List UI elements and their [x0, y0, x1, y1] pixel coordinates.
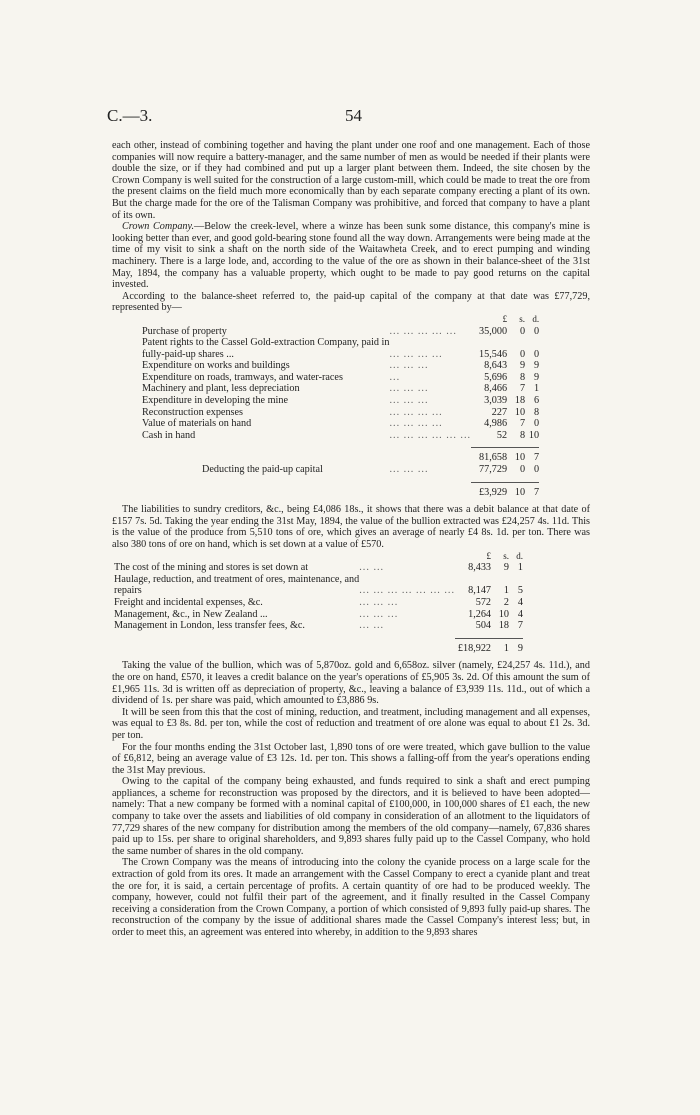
- leader-dots: [389, 337, 471, 349]
- leader-dots: ... ... ... ...: [389, 348, 443, 360]
- table-row: [142, 372, 539, 384]
- pounds-value: 5,696: [484, 371, 508, 383]
- row-label: Haulage, reduction, and treatment of ores, maintenance, and: [114, 573, 360, 585]
- paragraph: According to the balance-sheet referred to, the paid-up capital of the company at that date was £77,729, represented by—: [112, 290, 590, 314]
- table-row: [142, 430, 539, 442]
- pence-value: 5: [517, 585, 524, 597]
- leader-dots: ...: [389, 371, 401, 383]
- pence-value: 8: [533, 406, 540, 418]
- shillings-value: 18: [498, 620, 510, 632]
- shillings-value: 0: [519, 325, 526, 337]
- paragraph: The Crown Company was the means of introducing into the colony the cyanide process on a large scale for the extraction of gold from its ores. It made an arrangement with the Cassel Company to erect a cyanide plant and treat the ore for, it is said, a certain percentage of profits. A certain quantity of ore had to be produced weekly. The company, however, could not fulfil their part of the agreement, and it finally resulted in the Cassel Company receiving a consideration from the Crown Company, a portion of which consisted of 9,893 fully paid-up shares. The reconstruction of the company by the issue of additional shares made the Cassel Company's interest less; but, in order to meet this, an agreement was entered into whereby, in addition to the 9,893 shares: [112, 857, 590, 938]
- shillings-value: 1: [503, 585, 510, 597]
- shillings-value: 8: [519, 429, 526, 441]
- balance-table: [142, 314, 539, 498]
- shillings-value: 0: [519, 348, 526, 360]
- pounds-value: 572: [475, 596, 492, 608]
- pence-value: 1: [533, 383, 540, 395]
- leader-dots: ... ... ... ...: [389, 418, 443, 430]
- pence-value: 4: [517, 608, 524, 620]
- row-label: Cash in hand: [142, 429, 196, 441]
- shillings-value: 7: [519, 418, 526, 430]
- leader-dots: ... ... ...: [359, 608, 399, 620]
- row-label: Management, &c., in New Zealand ...: [114, 608, 268, 620]
- table-row: [114, 562, 523, 574]
- leader-dots: ... ... ... ... ...: [389, 325, 457, 337]
- pence-value: 9: [533, 360, 540, 372]
- shillings-value: [491, 574, 509, 586]
- row-label: Expenditure on roads, tramways, and water-races: [142, 371, 343, 383]
- leader-dots: ... ... ... ...: [389, 406, 443, 418]
- row-label: Expenditure on works and buildings: [142, 360, 290, 372]
- row-label: repairs: [114, 585, 142, 597]
- pence-value: [509, 574, 523, 586]
- pounds-value: 227: [491, 406, 508, 418]
- table-row: [142, 383, 539, 395]
- row-label: Reconstruction expenses: [142, 406, 243, 418]
- paragraph: The liabilities to sundry creditors, &c., being £4,086 18s., it shows that there was a debit balance at that date of £157 7s. 5d. Taking the year ending the 31st May, 1894, the value of the bullion extracted was £24,257 4s. 11d. This is the value of the produce from 5,510 tons of ore, which gives an average of nearly £4 8s. 1d. per ton. There was also 380 tons of ore on hand, which is set down at a value of £570.: [112, 504, 590, 550]
- table-row: [114, 609, 523, 621]
- shillings-value: [507, 337, 525, 349]
- table-row: [114, 585, 523, 597]
- currency-header-row: £ s. d.: [486, 550, 524, 561]
- costs-table: [114, 551, 523, 655]
- row-label: The cost of the mining and stores is set down at: [114, 562, 309, 574]
- paragraph: each other, instead of combining together and having the plant under one roof and one management. Each of those companies will now require a battery-manager, and the same number of men as would be needed if their plants were double the size, or if they had combined and put up a larger plant between them. Indeed, the site chosen by the Crown Company is well suited for the construction of a large custom-mill, which could be made to treat the ore from the present claims on the field much more economically than by each separate company erecting a plant of its own. But the charge made for the ore of the Talisman Company was prohibitive, and forced that company to have a plant of its own.: [112, 140, 590, 221]
- pounds-value: 8,466: [484, 383, 508, 395]
- subtotal-row: 81,658 10 7: [142, 448, 539, 464]
- paragraph: For the four months ending the 31st October last, 1,890 tons of ore were treated, which gave bullion to the value of £6,812, being an average value of £3 12s. 1d. per ton. This shows a falling-off from the year's operations ending the 31st May previous.: [112, 741, 590, 776]
- shillings-value: 9: [503, 562, 510, 574]
- shillings-value: 18: [514, 395, 526, 407]
- row-label: Patent rights to the Cassel Gold-extraction Company, paid in: [142, 337, 390, 349]
- table-row: [114, 597, 523, 609]
- pence-value: 0: [533, 418, 540, 430]
- deduct-row: Deducting the paid-up capital ... ... ... 77,729 0 0: [202, 464, 540, 476]
- shillings-value: 10: [498, 608, 510, 620]
- row-label: fully-paid-up shares ...: [142, 348, 234, 360]
- pence-value: [525, 337, 539, 349]
- total-row: £18,922 1 9: [114, 638, 523, 654]
- pounds-value: 8,147: [468, 585, 492, 597]
- page-number: 54: [345, 106, 362, 125]
- table-row: [142, 407, 539, 419]
- pence-value: 6: [533, 395, 540, 407]
- leader-dots: ... ... ...: [389, 383, 429, 395]
- shillings-value: 9: [519, 360, 526, 372]
- leader-dots: ... ... ...: [359, 596, 399, 608]
- table-row: [142, 326, 539, 338]
- row-label: Management in London, less transfer fees, &c.: [114, 620, 305, 632]
- pounds-value: [455, 574, 491, 586]
- table-row: [114, 574, 523, 586]
- section-heading: Crown Company.: [122, 221, 195, 233]
- leader-dots: ... ...: [359, 620, 385, 632]
- pounds-value: 3,039: [484, 395, 508, 407]
- pence-value: 7: [517, 620, 524, 632]
- shillings-value: 10: [514, 406, 526, 418]
- table-row: [142, 349, 539, 361]
- leader-dots: ... ... ...: [389, 395, 429, 407]
- paragraph: Owing to the capital of the company being exhausted, and funds required to sink a shaft and erect pumping appliances, a scheme for reconstruction was proposed by the directors, and it is believed to have been adopted—namely: That a new company be formed with a nominal capital of £100,000, in 100,000 shares of £1 each, the new company to take over the assets and liabilities of old company in consideration of an allotment to the liquidators of 77,729 shares of the new company for distribution among the members of the old company—namely, 67,836 shares paid up to 15s. per share to original shareholders, and 9,893 shares fully paid up to the Cassel Company, who hold the same number of shares in the old company.: [112, 776, 590, 857]
- row-label: Purchase of property: [142, 325, 227, 337]
- pence-value: 10: [528, 429, 540, 441]
- row-label: Freight and incidental expenses, &c.: [114, 596, 263, 608]
- paragraph: Crown Company.—Below the creek-level, where a winze has been sunk some distance, this company's mine is looking better than ever, and good gold-bearing stone found all the way down. Arrangements were being made at the time of my visit to sink a shaft on the north side of the Waitawheta Creek, and to erect pumping and winding machinery. There is a large lode, and, according to the value of the ore as shown in their balance-sheet of the 31st May, 1894, the company has a valuable property, which ought to be made to pay good returns on the capital invested.: [112, 221, 590, 291]
- body-text: [112, 140, 590, 939]
- pounds-value: 504: [475, 620, 492, 632]
- pounds-value: 1,264: [468, 608, 492, 620]
- row-label: Expenditure in developing the mine: [142, 395, 288, 407]
- shillings-value: 2: [503, 596, 510, 608]
- table-row: [114, 620, 523, 632]
- pence-value: 1: [517, 562, 524, 574]
- pounds-value: 15,546: [479, 348, 508, 360]
- pence-value: 9: [533, 371, 540, 383]
- table-row: [142, 360, 539, 372]
- currency-header-row: £ s. d.: [502, 313, 540, 324]
- pounds-value: 8,643: [484, 360, 508, 372]
- shillings-value: 8: [519, 371, 526, 383]
- shillings-value: 7: [519, 383, 526, 395]
- row-label: Value of materials on hand: [142, 418, 252, 430]
- pence-value: 4: [517, 596, 524, 608]
- leader-dots: ... ... ... ... ... ... ...: [359, 585, 456, 597]
- pence-value: 0: [533, 348, 540, 360]
- leader-dots: ... ... ...: [389, 360, 429, 372]
- pounds-value: 8,433: [468, 562, 492, 574]
- table-row: [142, 395, 539, 407]
- paragraph: It will be seen from this that the cost of mining, reduction, and treatment, including management and all expenses, was equal to £3 8s. 8d. per ton, while the cost of reduction and treatment of ore alone was equal to about £1 2s. 3d. per ton.: [112, 706, 590, 741]
- paragraph: Taking the value of the bullion, which was of 5,870oz. gold and 6,658oz. silver (namely, £24,257 4s. 11d.), and the ore on hand, £570, it leaves a credit balance on the year's operations of £5,905 3s. 2d. Of this amount the sum of £1,965 11s. 3d is written off as depreciation of property, &c., leaving a balance of £3,939 11s. 11d., out of which a dividend of 1s. per share was paid, which amounted to £3,886 9s.: [112, 660, 590, 707]
- pounds-value: [471, 337, 507, 349]
- table-row: [142, 337, 539, 349]
- leader-dots: ... ... ... ... ... ...: [389, 429, 472, 441]
- pence-value: 0: [533, 325, 540, 337]
- leader-dots: ... ...: [359, 562, 385, 574]
- pounds-value: 35,000: [479, 325, 508, 337]
- series-header: C.—3.: [107, 106, 153, 125]
- leader-dots: [359, 574, 455, 586]
- table-row: [142, 418, 539, 430]
- pounds-value: 52: [496, 429, 508, 441]
- pounds-value: 4,986: [484, 418, 508, 430]
- row-label: Machinery and plant, less depreciation: [142, 383, 300, 395]
- total-row: £3,929 10 7: [142, 482, 539, 498]
